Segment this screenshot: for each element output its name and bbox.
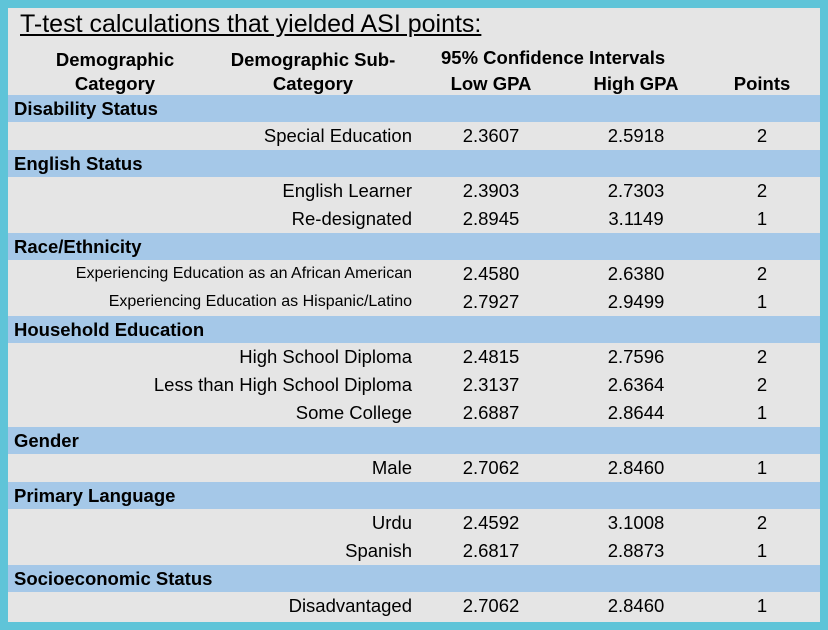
table-row xyxy=(8,177,820,205)
category-row xyxy=(8,427,820,454)
points-cell: 1 xyxy=(756,291,768,312)
table-row xyxy=(8,592,820,620)
low-gpa-cell: 2.7062 xyxy=(462,595,520,616)
subcategory-cell: High School Diploma xyxy=(239,346,412,367)
table-row xyxy=(8,260,820,288)
low-gpa-cell: 2.3607 xyxy=(462,125,520,146)
header-points: Points xyxy=(733,73,791,94)
high-gpa-cell: 2.5918 xyxy=(607,125,665,146)
header-high-gpa: High GPA xyxy=(593,73,679,94)
category-row xyxy=(8,150,820,177)
high-gpa-cell: 2.8460 xyxy=(607,595,665,616)
subcategory-cell: Some College xyxy=(295,402,412,423)
low-gpa-cell: 2.8945 xyxy=(462,208,520,229)
points-cell: 2 xyxy=(756,180,768,201)
header-demographic-subcategory-line2: Category xyxy=(272,73,354,94)
table-row xyxy=(8,122,820,150)
category-name: Household Education xyxy=(14,318,205,340)
subcategory-cell: Male xyxy=(371,457,412,478)
slide-title: T-test calculations that yielded ASI points: xyxy=(20,10,482,38)
category-row xyxy=(8,316,820,343)
category-name: Race/Ethnicity xyxy=(14,235,142,257)
category-row xyxy=(8,482,820,509)
header-demographic-category xyxy=(30,48,200,96)
points-cell: 1 xyxy=(756,208,768,229)
category-row xyxy=(8,95,820,122)
points-cell: 1 xyxy=(756,540,768,561)
subcategory-cell: Urdu xyxy=(371,512,412,533)
high-gpa-cell: 2.6364 xyxy=(607,374,665,395)
table-row xyxy=(8,343,820,371)
subcategory-cell: Experiencing Education as an African American xyxy=(75,265,412,282)
subcategory-cell: Re-designated xyxy=(291,208,412,229)
points-cell: 1 xyxy=(756,595,768,616)
high-gpa-cell: 2.7596 xyxy=(607,346,665,367)
low-gpa-cell: 2.3903 xyxy=(462,180,520,201)
high-gpa-cell: 2.8873 xyxy=(607,540,665,561)
table-row xyxy=(8,371,820,399)
points-cell: 2 xyxy=(756,374,768,395)
high-gpa-cell: 2.6380 xyxy=(607,263,665,284)
category-row xyxy=(8,233,820,260)
header-demographic-category-line2: Category xyxy=(74,73,156,94)
points-cell: 2 xyxy=(756,346,768,367)
low-gpa-cell: 2.4580 xyxy=(462,263,520,284)
subcategory-cell: English Learner xyxy=(282,180,412,201)
points-cell: 2 xyxy=(756,125,768,146)
table-row xyxy=(8,454,820,482)
subcategory-cell: Less than High School Diploma xyxy=(153,374,412,395)
low-gpa-cell: 2.3137 xyxy=(462,374,520,395)
slide-frame xyxy=(8,8,820,622)
table-row xyxy=(8,205,820,233)
table-row xyxy=(8,288,820,316)
subcategory-cell: Experiencing Education as Hispanic/Latino xyxy=(108,293,412,310)
subcategory-cell: Spanish xyxy=(345,540,412,561)
high-gpa-cell: 2.8460 xyxy=(607,457,665,478)
header-demographic-subcategory xyxy=(218,48,408,96)
table-row xyxy=(8,509,820,537)
table-row xyxy=(8,399,820,427)
low-gpa-cell: 2.7062 xyxy=(462,457,520,478)
category-name: English Status xyxy=(14,152,143,174)
high-gpa-cell: 2.7303 xyxy=(607,180,665,201)
category-name: Disability Status xyxy=(14,97,158,119)
high-gpa-cell: 2.9499 xyxy=(607,291,665,312)
category-name: Socioeconomic Status xyxy=(14,567,213,589)
points-cell: 1 xyxy=(756,402,768,423)
header-demographic-category-line1: Demographic xyxy=(55,49,175,70)
low-gpa-cell: 2.7927 xyxy=(462,291,520,312)
low-gpa-cell: 2.4592 xyxy=(462,512,520,533)
subcategory-cell: Special Education xyxy=(263,125,412,146)
subcategory-cell: Disadvantaged xyxy=(288,595,412,616)
low-gpa-cell: 2.6887 xyxy=(462,402,520,423)
low-gpa-cell: 2.6817 xyxy=(462,540,520,561)
points-cell: 1 xyxy=(756,457,768,478)
header-confidence-intervals: 95% Confidence Intervals xyxy=(441,47,666,68)
header-demographic-subcategory-line1: Demographic Sub- xyxy=(230,49,396,70)
table-row xyxy=(8,537,820,565)
points-cell: 2 xyxy=(756,263,768,284)
category-name: Primary Language xyxy=(14,484,176,506)
high-gpa-cell: 3.1008 xyxy=(607,512,665,533)
category-name: Gender xyxy=(14,429,79,451)
high-gpa-cell: 3.1149 xyxy=(608,208,664,229)
points-cell: 2 xyxy=(756,512,768,533)
high-gpa-cell: 2.8644 xyxy=(607,402,665,423)
header-low-gpa: Low GPA xyxy=(450,73,532,94)
low-gpa-cell: 2.4815 xyxy=(462,346,520,367)
category-row xyxy=(8,565,820,592)
